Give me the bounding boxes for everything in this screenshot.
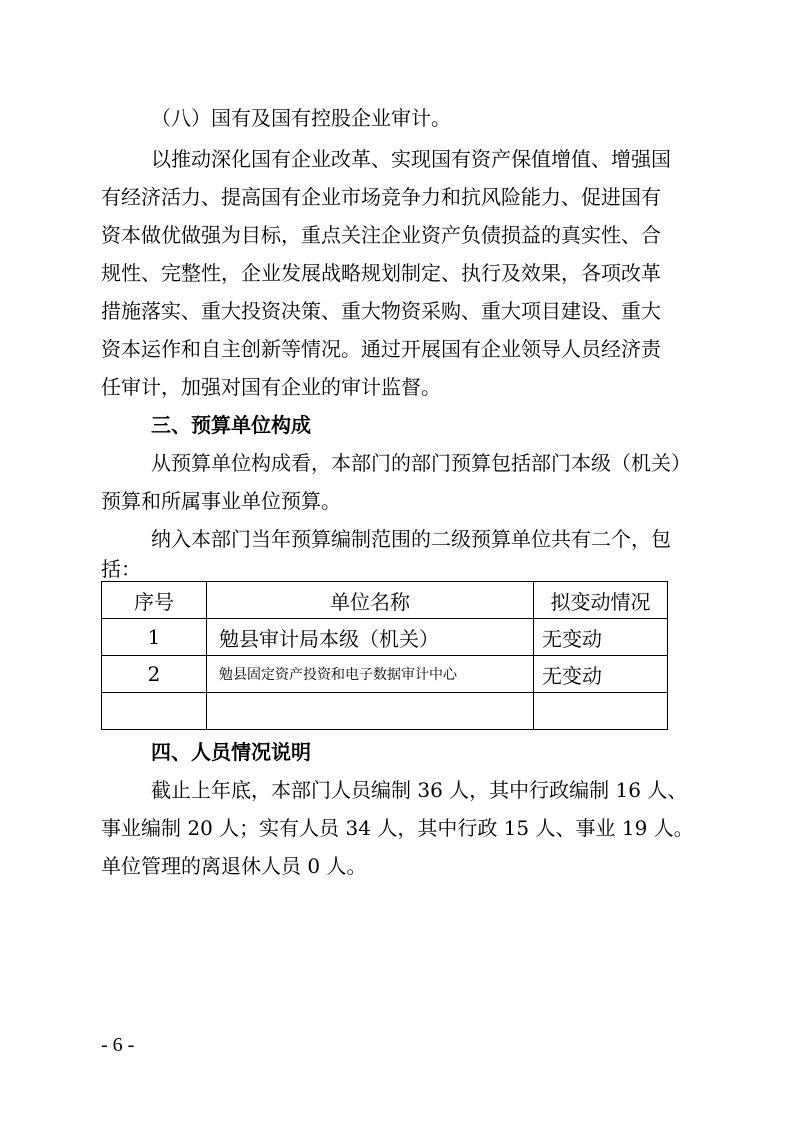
row-change: 无变动 — [534, 619, 668, 656]
row-unit-name: 勉县审计局本级（机关） — [207, 619, 534, 656]
row-no: 2 — [102, 656, 207, 693]
section-3-para1-line-1: 从预算单位构成看，本部门的部门预算包括部门本级（机关） — [151, 451, 691, 475]
page-number: - 6 - — [101, 1034, 135, 1056]
table-header-row — [102, 582, 668, 619]
section-8-line-1: 以推动深化国有企业改革、实现国有资产保值增值、增强国 — [151, 147, 671, 171]
row-change — [534, 693, 668, 730]
section-3-para2-line-1: 纳入本部门当年预算编制范围的二级预算单位共有二个，包 — [151, 527, 671, 551]
row-no: 1 — [102, 619, 207, 656]
section-4-line-2: 事业编制 20 人；实有人员 34 人，其中行政 15 人、事业 19 人。 — [101, 816, 694, 840]
table-row — [102, 656, 668, 693]
section-4-line-3: 单位管理的离退休人员 0 人。 — [101, 854, 367, 878]
header-change: 拟变动情况 — [534, 582, 668, 619]
section-4-heading: 四、人员情况说明 — [151, 740, 311, 764]
row-no — [102, 693, 207, 730]
section-8-line-6: 资本运作和自主创新等情况。通过开展国有企业领导人员经济责 — [101, 337, 661, 361]
header-no: 序号 — [102, 582, 207, 619]
section-8-title: （八）国有及国有控股企业审计。 — [151, 106, 451, 130]
section-8-line-3: 资本做优做强为目标，重点关注企业资产负债损益的真实性、合 — [101, 223, 661, 247]
section-4-line-1: 截止上年底，本部门人员编制 36 人，其中行政编制 16 人、 — [151, 778, 688, 802]
budget-units-table — [101, 581, 668, 730]
section-8-line-2: 有经济活力、提高国有企业市场竞争力和抗风险能力、促进国有 — [101, 185, 661, 209]
table-row — [102, 619, 668, 656]
section-3-para2-line-2: 括： — [101, 557, 141, 581]
table-row — [102, 693, 668, 730]
section-3-para1-line-2: 预算和所属事业单位预算。 — [101, 489, 341, 513]
row-change: 无变动 — [534, 656, 668, 693]
row-unit-name — [207, 693, 534, 730]
row-unit-name: 勉县固定资产投资和电子数据审计中心 — [207, 656, 534, 693]
section-8-line-4: 规性、完整性，企业发展战略规划制定、执行及效果，各项改革 — [101, 261, 661, 285]
header-unit-name: 单位名称 — [207, 582, 534, 619]
section-3-heading: 三、预算单位构成 — [151, 413, 311, 437]
section-8-line-7: 任审计，加强对国有企业的审计监督。 — [101, 375, 441, 399]
section-8-line-5: 措施落实、重大投资决策、重大物资采购、重大项目建设、重大 — [101, 299, 661, 323]
